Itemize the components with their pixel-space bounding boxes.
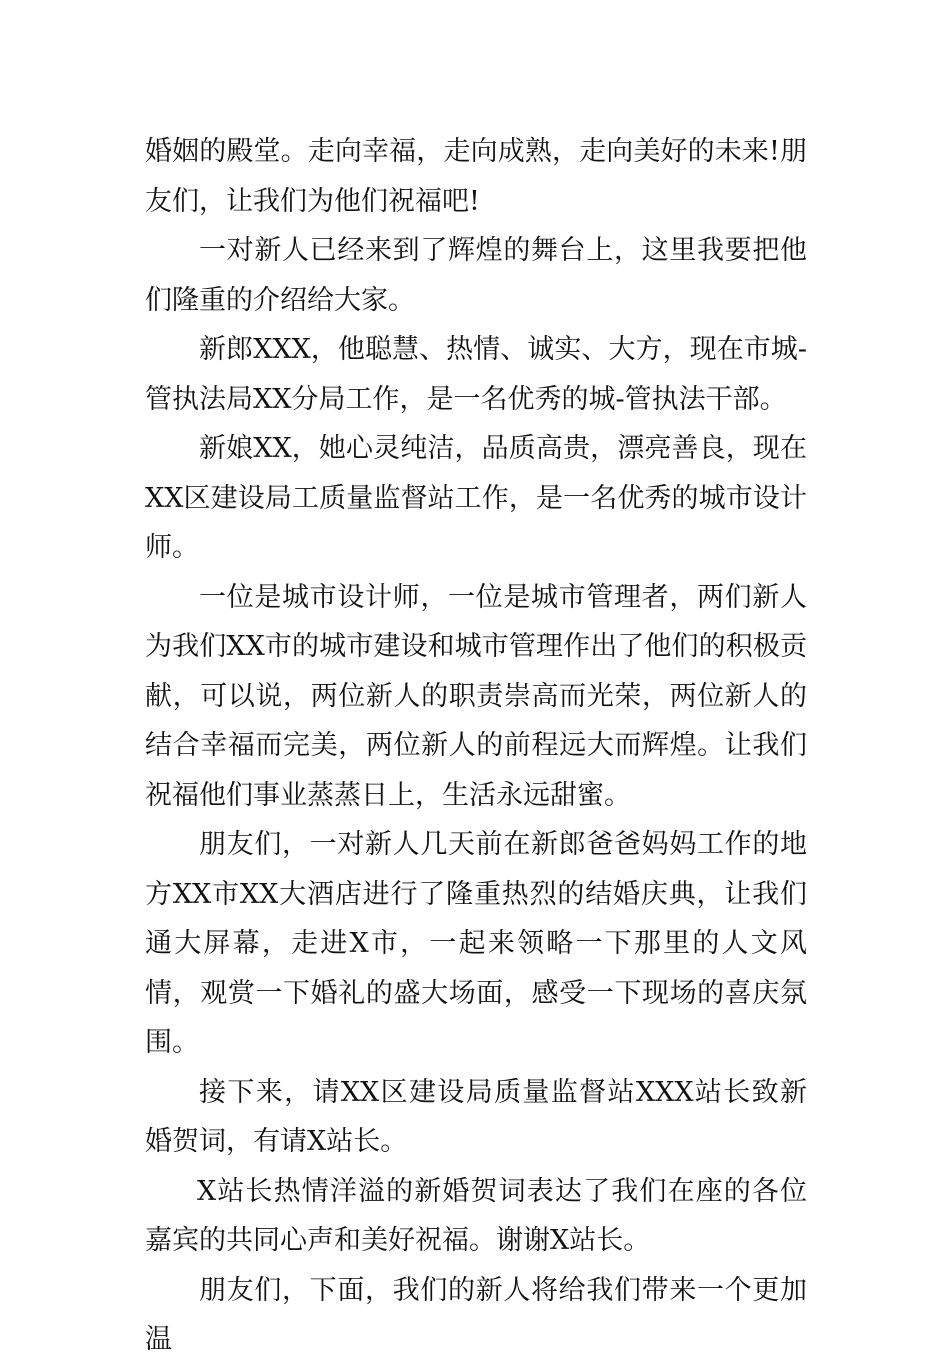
paragraph-9: 朋友们，下面，我们的新人将给我们带来一个更加温	[145, 1274, 807, 1355]
paragraph-5: 一位是城市设计师，一位是城市管理者，两们新人为我们XX市的城市建设和城市管理作出了他们的积极贡献，可以说，两位新人的职责崇高而光荣，两位新人的结合幸福而完美，两位新人的前程远大而辉煌。让我们祝福他们事业蒸蒸日上，生活永远甜蜜。	[145, 581, 807, 811]
paragraph-2: 一对新人已经来到了辉煌的舞台上，这里我要把他们隆重的介绍给大家。	[145, 235, 807, 316]
document-body	[145, 127, 807, 1365]
paragraph-3: 新郎XXX，他聪慧、热情、诚实、大方，现在市城-管执法局XX分局工作，是一名优秀的城-管执法干部。	[145, 334, 807, 415]
paragraph-1: 婚姻的殿堂。走向幸福，走向成熟，走向美好的未来!朋友们，让我们为他们祝福吧!	[145, 136, 807, 217]
paragraph-6: 朋友们，一对新人几天前在新郎爸爸妈妈工作的地方XX市XX大酒店进行了隆重热烈的结婚庆典，让我们通大屏幕，走进X市，一起来领略一下那里的人文风情，观赏一下婚礼的盛大场面，感受一下现场的喜庆氛围。	[145, 829, 807, 1058]
paragraph-7: 接下来，请XX区建设局质量监督站XXX站长致新婚贺词，有请X站长。	[145, 1076, 807, 1157]
paragraph-8: X站长热情洋溢的新婚贺词表达了我们在座的各位嘉宾的共同心声和美好祝福。谢谢X站长。	[145, 1175, 807, 1256]
paragraph-4: 新娘XX，她心灵纯洁，品质高贵，漂亮善良，现在XX区建设局工质量监督站工作，是一名优秀的城市设计师。	[145, 433, 807, 563]
